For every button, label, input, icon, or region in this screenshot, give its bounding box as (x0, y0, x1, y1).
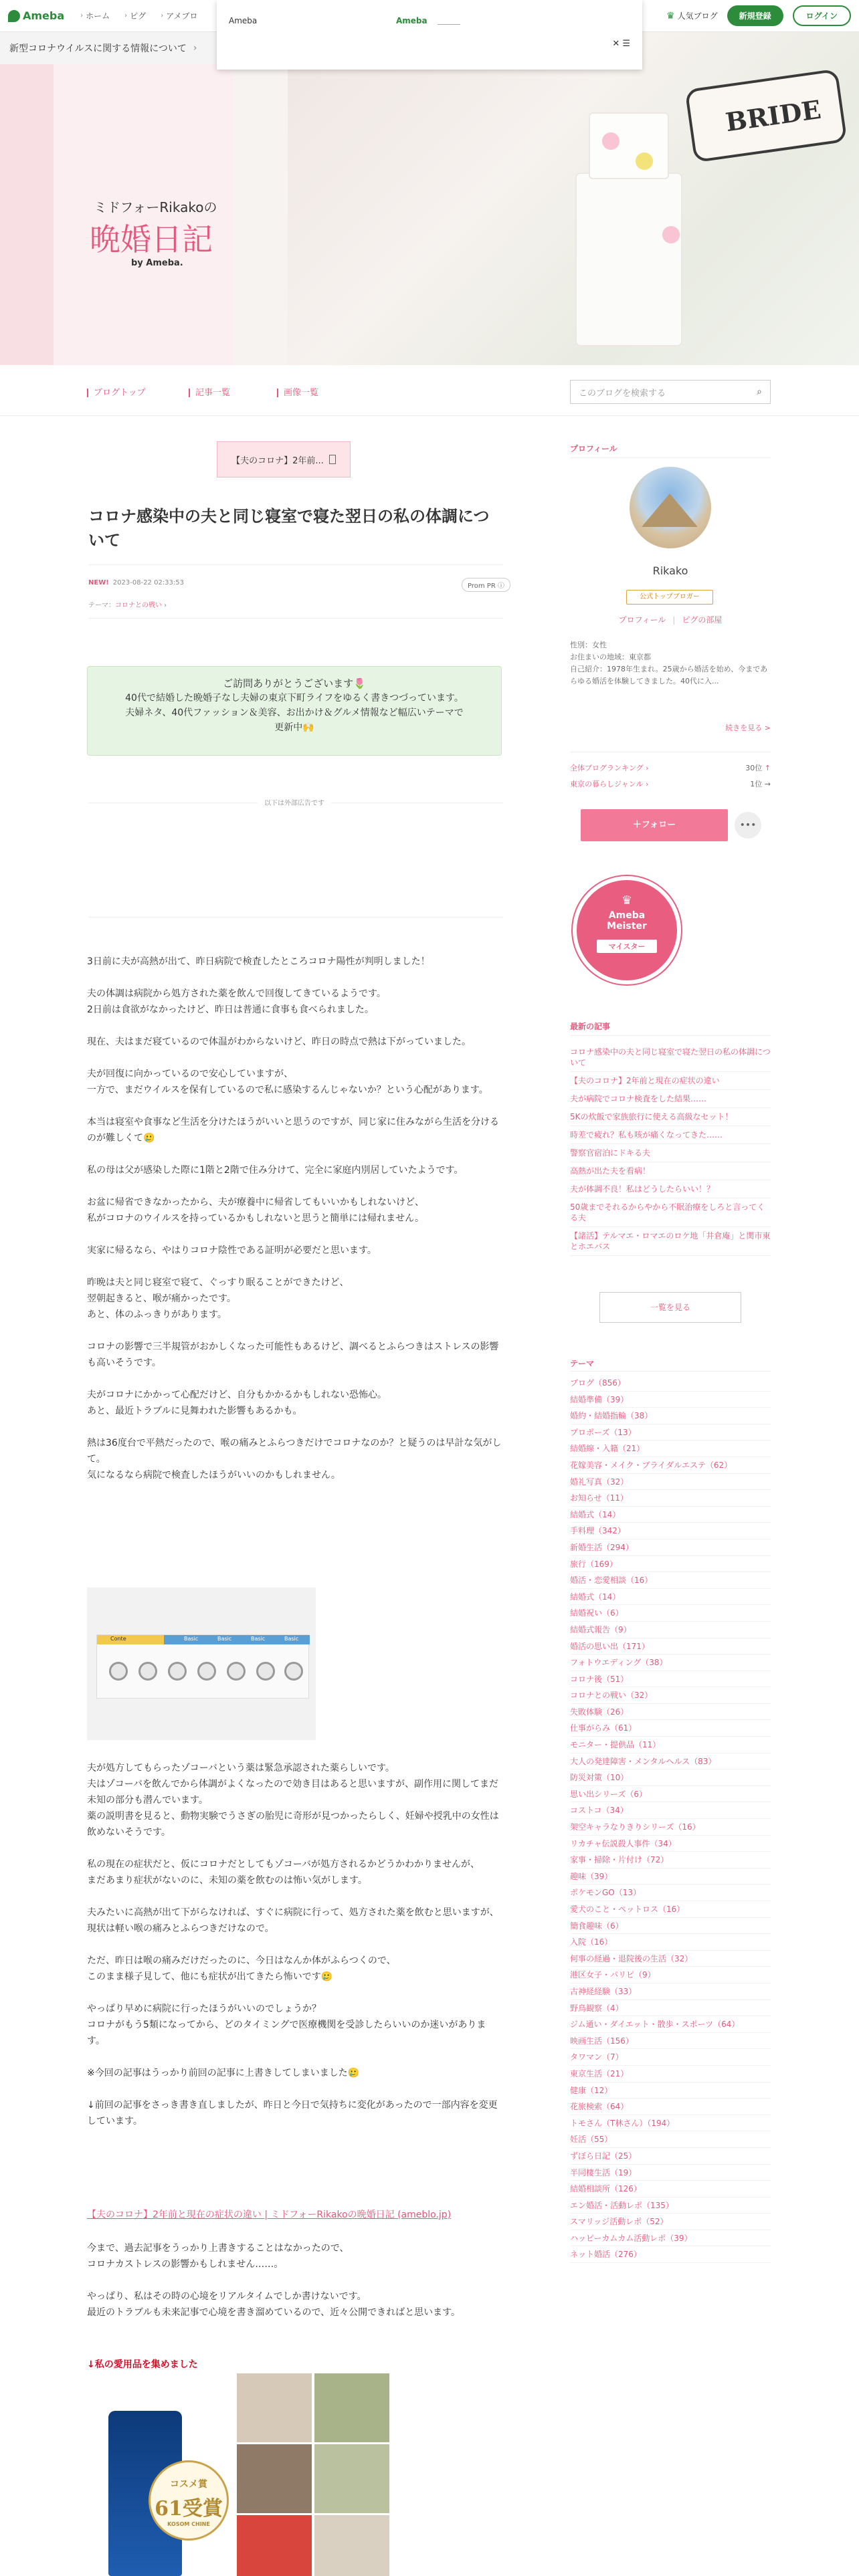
popup-underline (438, 24, 460, 25)
popup-brand-label: Ameba (229, 16, 258, 25)
theme-link[interactable]: コロナとの戦い（32） (570, 1687, 771, 1704)
greeting-line: 更新中🙌 (274, 722, 314, 733)
theme-link[interactable]: フォトウエディング（38） (570, 1654, 771, 1671)
bride-sign: BRIDE (684, 69, 847, 163)
theme-link[interactable]: ポケモンGO（13） (570, 1885, 771, 1901)
blog-header-banner[interactable] (0, 32, 859, 365)
chevron-right-icon: › (124, 12, 128, 19)
theme-link[interactable]: 結婚祝い（6） (570, 1605, 771, 1622)
product-thumb (237, 2444, 312, 2513)
category-chip[interactable]: 【夫のコロナ】2年前... (217, 441, 351, 477)
article-paragraph (87, 1856, 503, 1889)
divider (570, 457, 771, 458)
theme-link[interactable]: プロポーズ（13） (570, 1424, 771, 1441)
greeting-line: 40代で結婚した晩婚子なし夫婦の東京下町ライフをゆるく書きつづっています。 (125, 693, 464, 704)
theme-link[interactable]: ネット婚活（276） (570, 2246, 771, 2263)
theme-link[interactable]: トモさん（T林さん）（194） (570, 2115, 771, 2132)
theme-link[interactable]: 結婚相談所（126） (570, 2181, 771, 2197)
article-paragraph (87, 1114, 503, 1146)
view-all-button[interactable]: 一覧を見る (599, 1292, 741, 1323)
theme-link[interactable]: 新婚生活（294） (570, 1539, 771, 1556)
recent-article-link[interactable]: 夫が体調不良！私はどうしたらいい！？ (570, 1180, 771, 1198)
overlay-popup (217, 0, 642, 70)
theme-link[interactable]: 趣味（39） (570, 1868, 771, 1885)
pyramid-image (642, 494, 698, 527)
article-meta: NEW! 2023-08-22 02:33:53 (88, 579, 185, 586)
article-line: このまま様子見して、他にも症状が出てきたら怖いです🥲 (87, 1971, 333, 1982)
test-kit: Conte Basic Basic Basic Basic (96, 1634, 309, 1699)
profile-heading: プロフィール (570, 444, 617, 453)
article-line: コロナがもう5類になってから、どのタイミングで医療機関を受診したらいいのか迷いがあります。 (87, 2020, 486, 2046)
theme-link[interactable]: 港区女子・パリピ（9） (570, 1967, 771, 1983)
article-line: やっぱり、私はその時の心境をリアルタイムでしか書けないです。 (87, 2291, 367, 2302)
test-dial (138, 1662, 157, 1681)
article-link-line (87, 2207, 503, 2223)
crown-icon: ♛ (621, 893, 633, 907)
recent-articles-list (570, 1043, 771, 1256)
divider (570, 1371, 771, 1372)
bookmark-icon (329, 455, 336, 464)
theme-link[interactable]: 野鳥観察（4） (570, 2000, 771, 2017)
flower-decoration (602, 132, 619, 150)
article-paragraph (87, 2001, 503, 2049)
article-line: 最近のトラブルも未来記事で心境を書き溜めているので、近々公開できればと思います。 (87, 2307, 461, 2318)
ameba-meister-badge[interactable]: ♛ Ameba Meister マイスター (573, 876, 681, 984)
promo-image[interactable] (95, 2373, 389, 2576)
theme-link[interactable]: 婚礼写真（32） (570, 1474, 771, 1491)
recent-article-link[interactable]: 夫が病院でコロナ検査をした結果…… (570, 1090, 771, 1108)
article-paragraph (87, 986, 503, 1018)
article-line: 夫が回復に向かっているので安心していますが、 (87, 1069, 293, 1079)
nav-image-list[interactable]: 画像一覧 (277, 385, 318, 398)
profile-info: 性別：女性 お住まいの地域：東京都 自己紹介：1978年生まれ。25歳から婚活を始め、今まであらゆる婚活を体験してきました。40代に入... (570, 641, 768, 685)
flower-decoration (636, 152, 653, 170)
search-icon[interactable]: ⌕ (757, 387, 762, 397)
theme-link[interactable]: ずぼら日記（25） (570, 2148, 771, 2165)
theme-link[interactable]: 婚約・結婚指輪（38） (570, 1408, 771, 1424)
article-theme: テーマ：コロナとの戦い › (88, 602, 167, 609)
popup-ameba-link[interactable]: Ameba (396, 16, 427, 25)
flower-decoration (662, 226, 680, 243)
theme-link[interactable]: お知らせ（11） (570, 1490, 771, 1507)
article-line: 昨晩は夫と同じ寝室で寝て、ぐっすり眠ることができたけど、 (87, 1277, 349, 1288)
theme-link[interactable]: 結婚式（14） (570, 1589, 771, 1606)
recent-article-link[interactable]: 【夫のコロナ】2年前と現在の症状の違い (570, 1072, 771, 1090)
article-paragraph (87, 1034, 503, 1050)
article-line: 薬の説明書を見ると、動物実験でうさぎの胎児に奇形が見つかったらしく、妊婦や授乳中の女性は飲めないそうです。 (87, 1811, 499, 1838)
test-dial (168, 1662, 187, 1681)
chevron-right-icon: › (193, 43, 197, 53)
article-line: 熱は36度台で平熱だったので、喉の痛みとふらつきだけでコロナなのか？と疑うのは早計な気がして。 (87, 1438, 502, 1465)
article-line: 気になるなら病院で検査したほうがいいのかもしれません。 (87, 1470, 341, 1481)
theme-link[interactable]: スマリッジ活動レポ（52） (570, 2214, 771, 2230)
profile-links: プロフィール | ピグの部屋 (618, 615, 723, 625)
divider (88, 618, 503, 619)
article-line: 現状は軽い喉の痛みとふらつきだけなので。 (87, 1923, 274, 1934)
official-blogger-badge: 公式トップブロガー (626, 590, 713, 605)
article-line: まだあまり症状がないのに、未知の薬を飲むのは怖い気がします。 (87, 1875, 367, 1886)
article-paragraph (87, 2240, 503, 2272)
theme-link[interactable]: 家事・掃除・片付け（72） (570, 1852, 771, 1868)
pr-badge[interactable]: Prom PR ⓘ (462, 578, 510, 592)
theme-link[interactable]: 大人の発達障害・メンタルヘルス（83） (570, 1753, 771, 1770)
ameba-logo[interactable]: Ameba (8, 9, 64, 22)
article-line: やっぱり早めに病院に行ったほうがいいのでしょうか？ (87, 2004, 321, 2014)
theme-link[interactable]: 健康（12） (570, 2082, 771, 2099)
divider (88, 564, 503, 565)
article-line: 2日前は食欲がなかったけど、昨日は普通に食事も食べられました。 (87, 1004, 374, 1015)
product-thumb (314, 2515, 389, 2576)
recent-article-link[interactable]: コロナ感染中の夫と同じ寝室で寝た翌日の私の体調について (570, 1043, 771, 1072)
theme-link[interactable]: モニター・提供品（11） (570, 1737, 771, 1753)
article-paragraph (87, 2097, 503, 2129)
blog-nav (0, 365, 859, 416)
theme-link[interactable]: エン婚活・活動レポ（135） (570, 2197, 771, 2214)
greeting-box (87, 666, 502, 756)
recent-article-link[interactable]: 5Kの炊飯で家族旅行に使える高級なセット！ (570, 1108, 771, 1126)
read-more-link[interactable]: 続きを見る > (725, 724, 771, 732)
theme-link[interactable]: 思い出シリーズ（6） (570, 1786, 771, 1803)
theme-link[interactable]: リカチャ伝説殺人事件（34） (570, 1836, 771, 1852)
product-thumb (314, 2373, 389, 2442)
by-ameba: by Ameba. (131, 258, 183, 268)
theme-link[interactable]: ブログ（856） (570, 1375, 771, 1392)
article-title: コロナ感染中の夫と同じ寝室で寝た翌日の私の体調について (88, 507, 490, 550)
wedding-cake (575, 173, 682, 346)
register-button[interactable]: 新規登録 (727, 5, 783, 26)
article-body (87, 1760, 503, 2145)
article-paragraph (87, 1339, 503, 1371)
test-dial (109, 1662, 128, 1681)
theme-link[interactable]: ジム通い・ダイエット・散歩・スポーツ（64） (570, 2016, 771, 2033)
test-kit-photo (87, 1588, 316, 1740)
greeting-line: ご訪問ありがとうございます🌷 (223, 677, 366, 689)
article-paragraph (87, 954, 503, 970)
theme-link[interactable]: 妊活（55） (570, 2131, 771, 2148)
test-dial (284, 1662, 303, 1681)
profile-name[interactable]: Rikako (652, 564, 688, 577)
theme-link[interactable]: 愛犬のこと・ペットロス（16） (570, 1901, 771, 1918)
article-line: 夫が処方してもらったゾコーバという薬は緊急承認された薬らしいです。 (87, 1763, 395, 1774)
article-paragraph (87, 1387, 503, 1419)
theme-link[interactable]: 旅行（169） (570, 1556, 771, 1573)
article-line: 夫がコロナにかかって心配だけど、自分もかかるかもしれない恐怖心。 (87, 1390, 387, 1400)
theme-link[interactable]: 簡食趣味（6） (570, 1918, 771, 1935)
blog-search-input[interactable]: このブログを検索する ⌕ (570, 380, 771, 404)
article-paragraph (87, 1194, 503, 1226)
theme-link[interactable]: 花嫁美容・メイク・ブライダルエステ（62） (570, 1457, 771, 1474)
article-line: あと、最近トラブルに見舞われた影響もあるかも。 (87, 1406, 302, 1416)
theme-link[interactable]: 結婚式報告（9） (570, 1622, 771, 1638)
nav-ameblo[interactable]: › アメブロ (161, 11, 198, 21)
article-paragraph (87, 1243, 503, 1259)
theme-link[interactable]: 何事の経過・退院後の生活（32） (570, 1951, 771, 1967)
wedding-photo (288, 32, 859, 365)
greeting-line: 夫婦ネタ、40代ファッション＆美容、お出かけ＆グルメ情報など幅広いテーマで (125, 708, 464, 718)
blog-subtitle: ミドフォーRikakoの (94, 199, 217, 215)
theme-link[interactable]: コロナとの戦い (115, 602, 162, 609)
product-thumb (237, 2515, 312, 2576)
article-line: 翌朝起きると、喉が痛かったです。 (87, 1293, 236, 1304)
article-line: 私がコロナのウイルスを持っているかもしれないと思うと簡単には帰れません。 (87, 1213, 424, 1224)
kit-band (97, 1635, 164, 1644)
theme-link[interactable]: 結婚線・入籍（21） (570, 1440, 771, 1457)
nav-pigg[interactable]: › ピグ (124, 11, 147, 21)
nav-blog-top[interactable]: ブログトップ (87, 385, 146, 398)
crown-icon: ♛ (666, 10, 675, 21)
article-line: 私の母は父が感染した際に1階と2階で住み分けて、完全に家庭内別居していたようです。 (87, 1165, 464, 1176)
promo-heading-line (87, 2357, 503, 2373)
test-dial (227, 1662, 246, 1681)
article-paragraph (87, 1760, 503, 1840)
arrow-right-icon: → (764, 780, 771, 788)
theme-link[interactable]: 婚活の思い出（171） (570, 1638, 771, 1655)
recent-article-link[interactable]: 50歳までそれるからやから不眠治療をしろと言ってくる夫 (570, 1198, 771, 1227)
recent-heading: 最新の記事 (570, 1022, 611, 1031)
article-line: 夫みたいに高熱が出て下がらなければ、すぐに病院に行って、処方された薬を飲むと思いますが、 (87, 1907, 499, 1918)
divider (570, 1035, 771, 1036)
article-line: お盆に帰省できなかったから、夫が療養中に帰省してもいいかもしれないけど、 (87, 1197, 424, 1208)
profile-avatar[interactable] (630, 467, 711, 548)
article-body (87, 2240, 503, 2337)
nav-entry-list[interactable]: 記事一覧 (189, 385, 230, 398)
recent-article-link[interactable]: 【諸活】テルマエ・ロマエのロケ地「井倉庵」と関市東とホエバス (570, 1227, 771, 1256)
theme-link[interactable]: 東京生活（21） (570, 2066, 771, 2082)
themes-list (570, 1375, 771, 2263)
article-line: ただ、昨日は喉の痛みだけだったのに、今日はなんか体がふらつくので、 (87, 1955, 396, 1966)
article-line: コロナカストレスの影響かもしれません……。 (87, 2259, 284, 2270)
article-paragraph (87, 1275, 503, 1323)
popular-blog-link[interactable]: ♛ 人気ブログ (666, 10, 718, 21)
product-thumb (314, 2444, 389, 2513)
article-paragraph (87, 1066, 503, 1098)
article-line: 今まで、過去記事をうっかり上書きすることはなかったので、 (87, 2243, 349, 2254)
blog-title: 晩婚日記 (90, 221, 213, 257)
previous-article-link[interactable]: 【夫のコロナ】2年前と現在の症状の違い | ミドフォーRikakoの晩婚日記 (ameblo.jp) (87, 2210, 452, 2220)
recent-article-link[interactable]: 時差で疲れ？私も咳が痛くなってきた…… (570, 1126, 771, 1144)
article-line: 夫はゾコーバを飲んでから体調がよくなったので効き目はあると思いますが、副作用に関してまだ未知の部分も潜んでいます。 (87, 1779, 499, 1806)
article-body (87, 954, 503, 1499)
chevron-right-icon: › (80, 12, 84, 19)
recent-article-link[interactable]: 高熱が出た夫を看病！ (570, 1162, 771, 1180)
promo-heading: ↓私の愛用品を集めました (87, 2359, 198, 2370)
bar-icon (87, 389, 88, 397)
article-paragraph (87, 1162, 503, 1178)
article-line: 私の現在の症状だと、仮にコロナだとしてもゾコーバが処方されるかどうかわかりませんが、 (87, 1859, 480, 1870)
article-line: ※今回の記事はうっかり前回の記事に上書きしてしまいました🥲 (87, 2068, 360, 2078)
article-line: ↓前回の記事をさっき書き直しましたが、昨日と今日で気持ちに変化があったので一部内容を変更しています。 (87, 2100, 498, 2127)
bar-icon (277, 389, 278, 397)
themes-heading: テーマ (570, 1359, 595, 1368)
popup-close-icon[interactable]: ✕ ☰ (612, 39, 630, 49)
article-line: 一方で、まだウイルスを保有しているので私に感染するんじゃないか？という心配があります。 (87, 1085, 488, 1095)
theme-link[interactable]: コロナ後（51） (570, 1671, 771, 1688)
login-button[interactable]: ログイン (793, 5, 851, 26)
article-line: 本当は寝室や食事など生活を分けたほうがいいと思うのですが、同じ家に住みながら生活を分けるのが難しくて🥲 (87, 1117, 499, 1144)
leaf-icon (8, 10, 20, 22)
article-line: あと、体のふっきりがあります。 (87, 1309, 227, 1320)
theme-link[interactable]: 手料理（342） (570, 1523, 771, 1539)
chevron-right-icon: › (161, 12, 164, 19)
article-paragraph (87, 2288, 503, 2321)
product-thumb (237, 2373, 312, 2442)
article-line: 現在、夫はまだ寝ているので体温がわからないけど、昨日の時点で熱は下がっていました。 (87, 1037, 471, 1047)
article-line: 3日前に夫が高熱が出て、昨日病院で検査したところコロナ陽性が判明しました！ (87, 956, 430, 967)
theme-link[interactable]: 結婚式（14） (570, 1507, 771, 1523)
test-dial (197, 1662, 216, 1681)
article-line: コロナの影響で三半規管がおかしくなった可能性もあるけど、調べるとふらつきはストレスの影響も高いそうです。 (87, 1341, 499, 1368)
theme-link[interactable]: タワマン（7） (570, 2049, 771, 2066)
article-line: 夫の体調は病院から処方された薬を飲んで回復してきているようです。 (87, 988, 386, 999)
more-options-icon[interactable]: ••• (735, 812, 761, 839)
article-paragraph (87, 1905, 503, 1937)
article-paragraph (87, 1953, 503, 1985)
ad-label: 以下は外部広告です (87, 797, 502, 807)
divider (88, 917, 503, 918)
article-line: 実家に帰るなら、やはりコロナ陰性である証明が必要だと思います。 (87, 1245, 377, 1256)
article-paragraph (87, 2065, 503, 2081)
theme-link[interactable]: 結婚準備（39） (570, 1392, 771, 1408)
nav-home[interactable]: › ホーム (80, 11, 110, 21)
ranking-genre[interactable]: 東京の暮らしジャンル › 1位 → (570, 780, 771, 788)
theme-link[interactable]: 半同棲生活（19） (570, 2165, 771, 2181)
covid-info-bar[interactable]: 新型コロナウイルスに関する情報について › (0, 32, 221, 64)
profile-link[interactable]: プロフィール (618, 615, 666, 625)
theme-link[interactable]: 防災対策（10） (570, 1769, 771, 1786)
bar-icon (189, 389, 190, 397)
cake-tier (589, 112, 669, 179)
pigg-room-link[interactable]: ピグの部屋 (682, 615, 723, 625)
theme-link[interactable]: 入院（16） (570, 1934, 771, 1951)
theme-link[interactable]: 古神経経験（33） (570, 1983, 771, 2000)
article-paragraph (87, 1435, 503, 1483)
theme-link[interactable]: 映画生活（156） (570, 2033, 771, 2050)
test-dial (256, 1662, 275, 1681)
theme-link[interactable]: コストコ（34） (570, 1802, 771, 1819)
theme-link[interactable]: 婚活・恋愛相談（16） (570, 1572, 771, 1589)
follow-button[interactable]: ＋フォロー (581, 809, 728, 841)
theme-link[interactable]: 花旅検索（64） (570, 2099, 771, 2115)
theme-link[interactable]: ハッピーカムカム活動レポ（39） (570, 2230, 771, 2247)
arrow-up-icon: ↑ (764, 764, 771, 772)
theme-link[interactable]: 失敗体験（26） (570, 1704, 771, 1721)
ranking-overall[interactable]: 全体ブログランキング › 30位 ↑ (570, 764, 771, 772)
award-badge: コスメ賞 61受賞 KOSOM CHINE (149, 2460, 229, 2541)
theme-link[interactable]: 仕事がらみ（61） (570, 1720, 771, 1737)
theme-link[interactable]: 架空キャラなりきりシリーズ（16） (570, 1819, 771, 1836)
recent-article-link[interactable]: 警察官宿泊にドキる夫 (570, 1144, 771, 1162)
